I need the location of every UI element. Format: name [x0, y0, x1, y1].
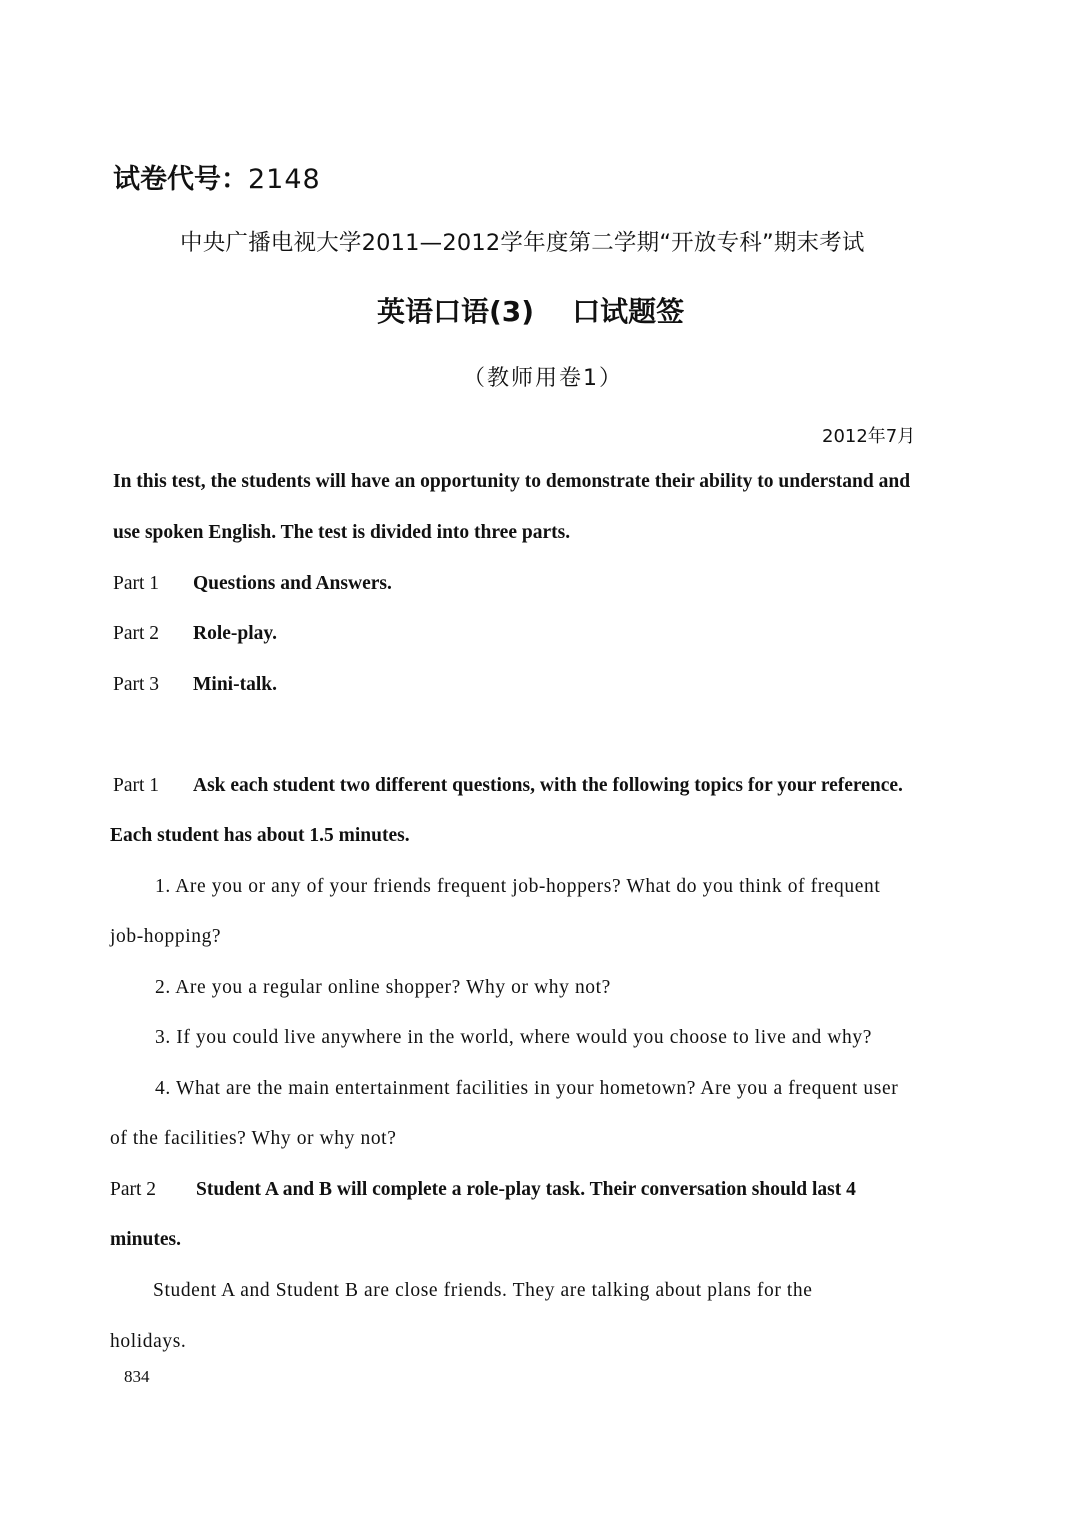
part1-instruction-text: Ask each student two different questions, with the following topics for your reference. — [193, 775, 903, 796]
course-name: 英语口语(3) — [377, 295, 535, 328]
exam-date: 2012年7月 — [822, 426, 916, 447]
question-4-continued: of the facilities? Why or why not? — [110, 1128, 397, 1149]
part2-instruction-line-2: minutes. — [110, 1229, 181, 1250]
question-2: 2. Are you a regular online shopper? Why or why not? — [155, 977, 611, 998]
teacher-copy-label: （教师用卷1） — [463, 366, 623, 391]
exam-code — [113, 166, 321, 193]
part-list-label: Part 2 — [113, 623, 160, 644]
part-list-label: Part 1 — [113, 573, 160, 594]
part-list-item — [113, 624, 277, 644]
role-play-scenario-continued: holidays. — [110, 1331, 187, 1352]
question-1-continued: job-hopping? — [110, 926, 222, 947]
part2-instruction-text: Student A and B will complete a role-play task. Their conversation should last 4 — [196, 1179, 856, 1200]
question-3: 3. If you could live anywhere in the world, where would you choose to live and why? — [155, 1027, 872, 1048]
part-list-label: Part 3 — [113, 674, 160, 695]
question-1: 1. Are you or any of your friends frequent job-hoppers? What do you think of frequent — [155, 876, 881, 897]
part2-instruction — [110, 1180, 856, 1200]
part-list-item — [113, 574, 392, 594]
part1-label: Part 1 — [113, 775, 160, 796]
page-number: 834 — [124, 1367, 150, 1386]
part-list-text: Role-play. — [193, 623, 277, 644]
part1-instruction — [113, 776, 903, 796]
university-title: 中央广播电视大学2011—2012学年度第二学期“开放专科”期末考试 — [180, 230, 865, 256]
question-4: 4. What are the main entertainment facilities in your hometown? Are you a frequent user — [155, 1078, 899, 1099]
part-list-text: Mini-talk. — [193, 674, 277, 695]
part-list-item — [113, 675, 277, 695]
role-play-scenario: Student A and Student B are close friends. They are talking about plans for the — [153, 1280, 813, 1301]
course-title — [377, 295, 685, 328]
intro-line-2: use spoken English. The test is divided into three parts. — [113, 522, 571, 543]
exam-code-label: 试卷代号： — [113, 164, 248, 195]
intro-line-1: In this test, the students will have an opportunity to demonstrate their ability to understand and — [113, 471, 911, 492]
exam-type: 口试题签 — [572, 295, 685, 328]
part2-label: Part 2 — [110, 1179, 157, 1200]
exam-code-number: 2148 — [248, 164, 321, 195]
part-list-text: Questions and Answers. — [193, 573, 392, 594]
part1-instruction-line-2: Each student has about 1.5 minutes. — [110, 825, 410, 846]
